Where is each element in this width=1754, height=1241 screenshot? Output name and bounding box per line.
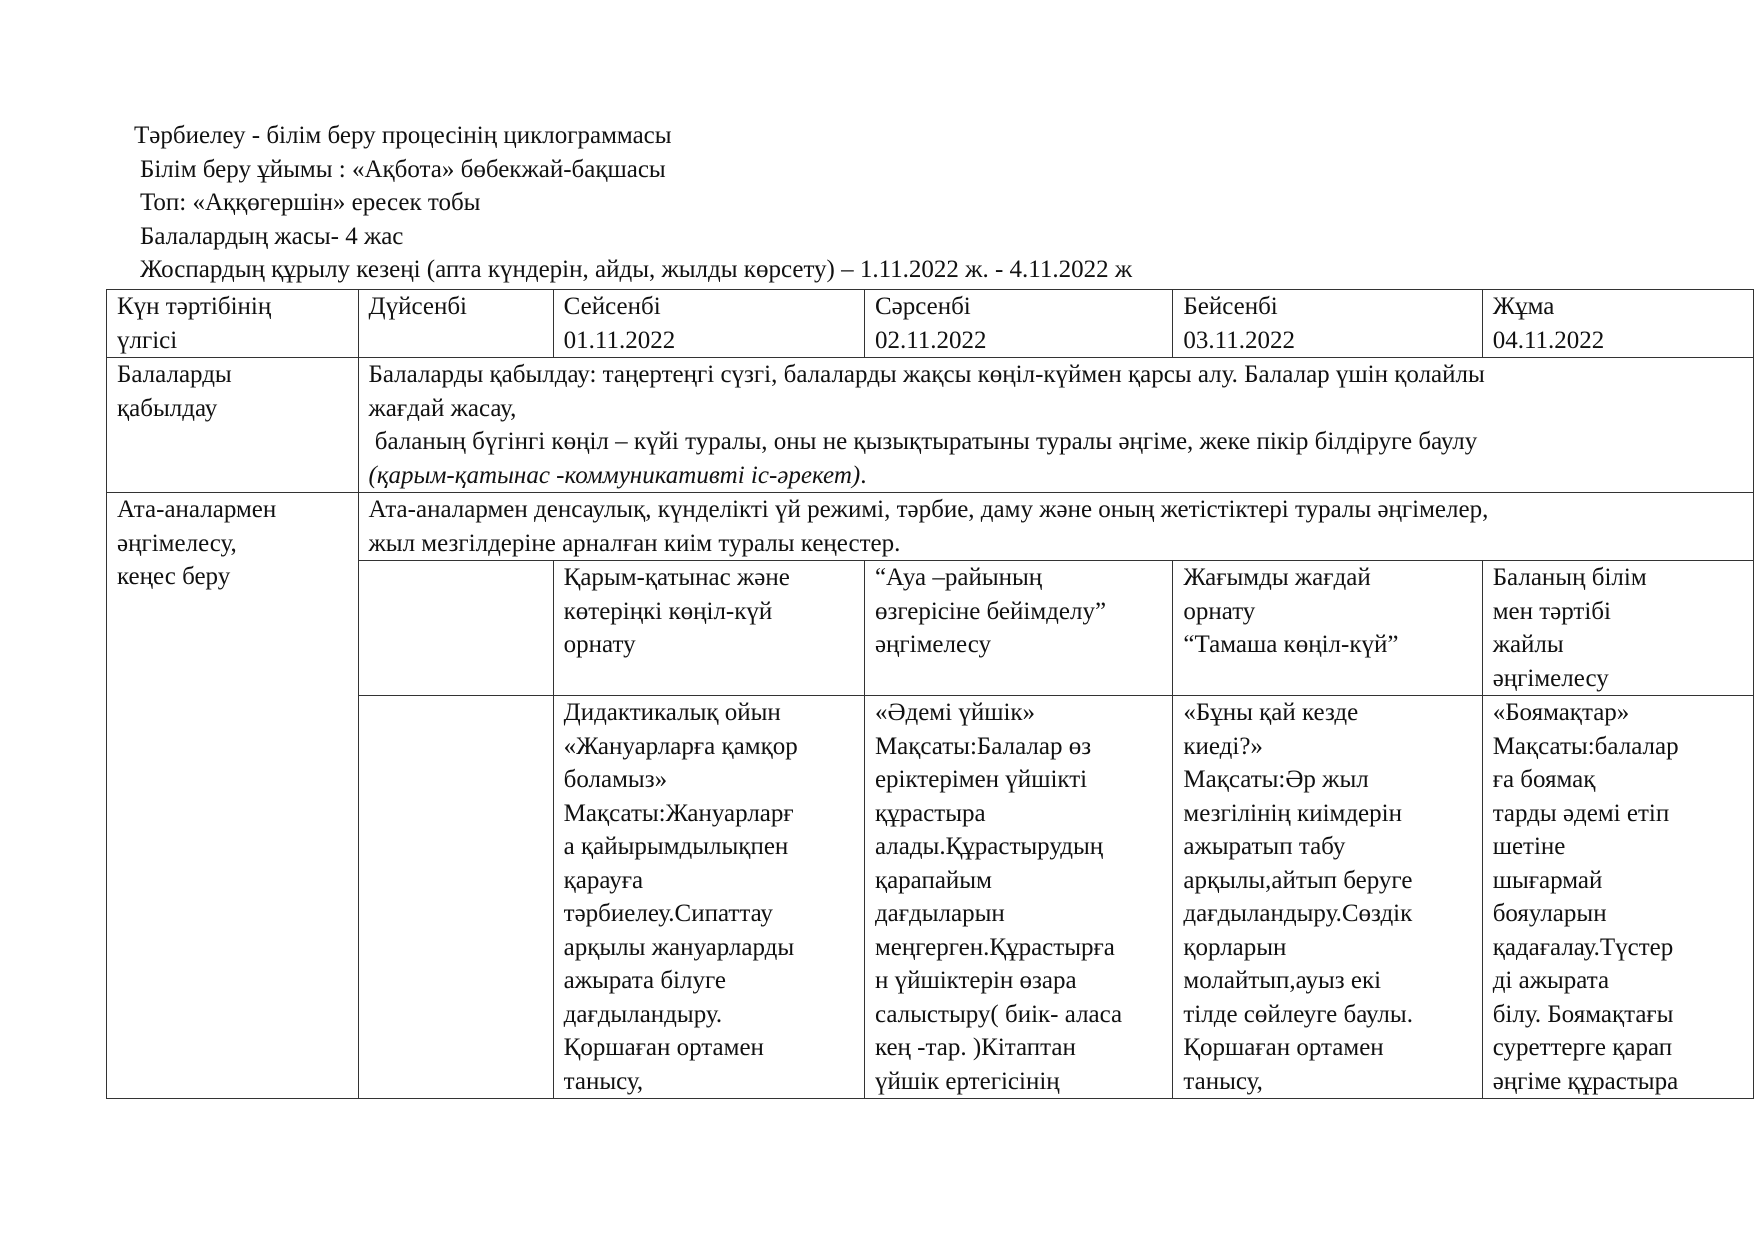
header-cell-thursday: Бейсенбі 03.11.2022 [1173,290,1482,358]
group-line: Топ: «Аққөгершін» ересек тобы [140,189,481,216]
reception-row [107,358,1754,493]
game-cell-thursday: «Бұны қай кезде киеді?» Мақсаты:Әр жыл мезгілінің киімдерін ажыратып табу арқылы,айтып беруге дағдыландыру.Сөздік қорларын молайтып,ауыз екі тілде сөйлеуге баулы. Қоршаған ортамен танысу, [1173,696,1482,1099]
reception-content-cell: Балаларды қабылдау: таңертеңгі сүзгі, балаларды жақсы көңіл-күймен қарсы алу. Балалар үшін қолайлы жағдай жасау, баланың бүгінгі көңіл – күйі туралы, оны не қызықтыратыны туралы әңгіме, жеке пікір білдіруге баулу (қарым-қатынас -коммуникативті іс-әрекет). [358,358,1753,493]
parents-label-cell: Ата-аналармен әңгімелесу, кеңес беру [107,493,359,1099]
game-cell-tuesday: Дидактикалық ойын «Жануарларға қамқор боламыз» Мақсаты:Жануарларғ а қайырымдылықпен қарауға тәрбиелеу.Сипаттау арқылы жануарларды ажырата білуге дағдыландыру. Қоршаған ортамен танысу, [553,696,864,1099]
game-cell-friday: «Боямақтар» Мақсаты:балалар ға боямақ тарды әдемі етіп шетіне шығармай бояуларын қадағалау.Түстер ді ажырата білу. Боямақтағы суреттерге қарап әңгіме құрастыра [1482,696,1753,1099]
talk-cell-friday: Баланың білім мен тәртібі жайлы әңгімелесу [1482,561,1753,696]
parents-row [107,493,1754,561]
header-cell-monday: Дүйсенбі [358,290,553,358]
header-cell-tuesday: Сейсенбі 01.11.2022 [553,290,864,358]
table-header-row [107,290,1754,358]
reception-label-cell: Балаларды қабылдау [107,358,359,493]
talk-cell-tuesday: Қарым-қатынас және көтеріңкі көңіл-күй орнату [553,561,864,696]
age-line: Балалардың жасы- 4 жас [140,223,404,250]
header-cell-wednesday: Сәрсенбі 02.11.2022 [864,290,1172,358]
cyclogram-table [106,289,1754,1099]
reception-note: (қарым-қатынас -коммуникативті іс-әрекет) [368,461,861,489]
talk-cell-wednesday: “Ауа –райының өзгерісіне бейімделу” әңгімелесу [864,561,1172,696]
parents-content-cell: Ата-аналармен денсаулық, күнделікті үй режимі, тәрбие, даму және оның жетістіктері туралы әңгімелер, жыл мезгілдеріне арналған киім туралы кеңестер. [358,493,1753,561]
game-cell-wednesday: «Әдемі үйшік» Мақсаты:Балалар өз еріктерімен үйшікті құрастыра алады.Құрастырудың қарапайым дағдыларын меңгерген.Құрастырға н үйшіктерін өзара салыстыру( биік- аласа кең -тар. )Кітаптан үйшік ертегісінің [864,696,1172,1099]
page-title: Тәрбиелеу - білім беру процесінің циклограммасы [134,122,672,149]
talk-cell-thursday: Жағымды жағдай орнату “Тамаша көңіл-күй” [1173,561,1482,696]
talk-cell-monday [358,561,553,696]
organization-line: Білім беру ұйымы : «Ақбота» бөбекжай-бақшасы [140,156,666,183]
header-cell-routine: Күн тәртібінің үлгісі [107,290,359,358]
header-cell-friday: Жұма 04.11.2022 [1482,290,1753,358]
period-line: Жоспардың құрылу кезеңі (апта күндерін, айды, жылды көрсету) – 1.11.2022 ж. - 4.11.2022 ж [140,256,1133,283]
game-cell-monday [358,696,553,1099]
